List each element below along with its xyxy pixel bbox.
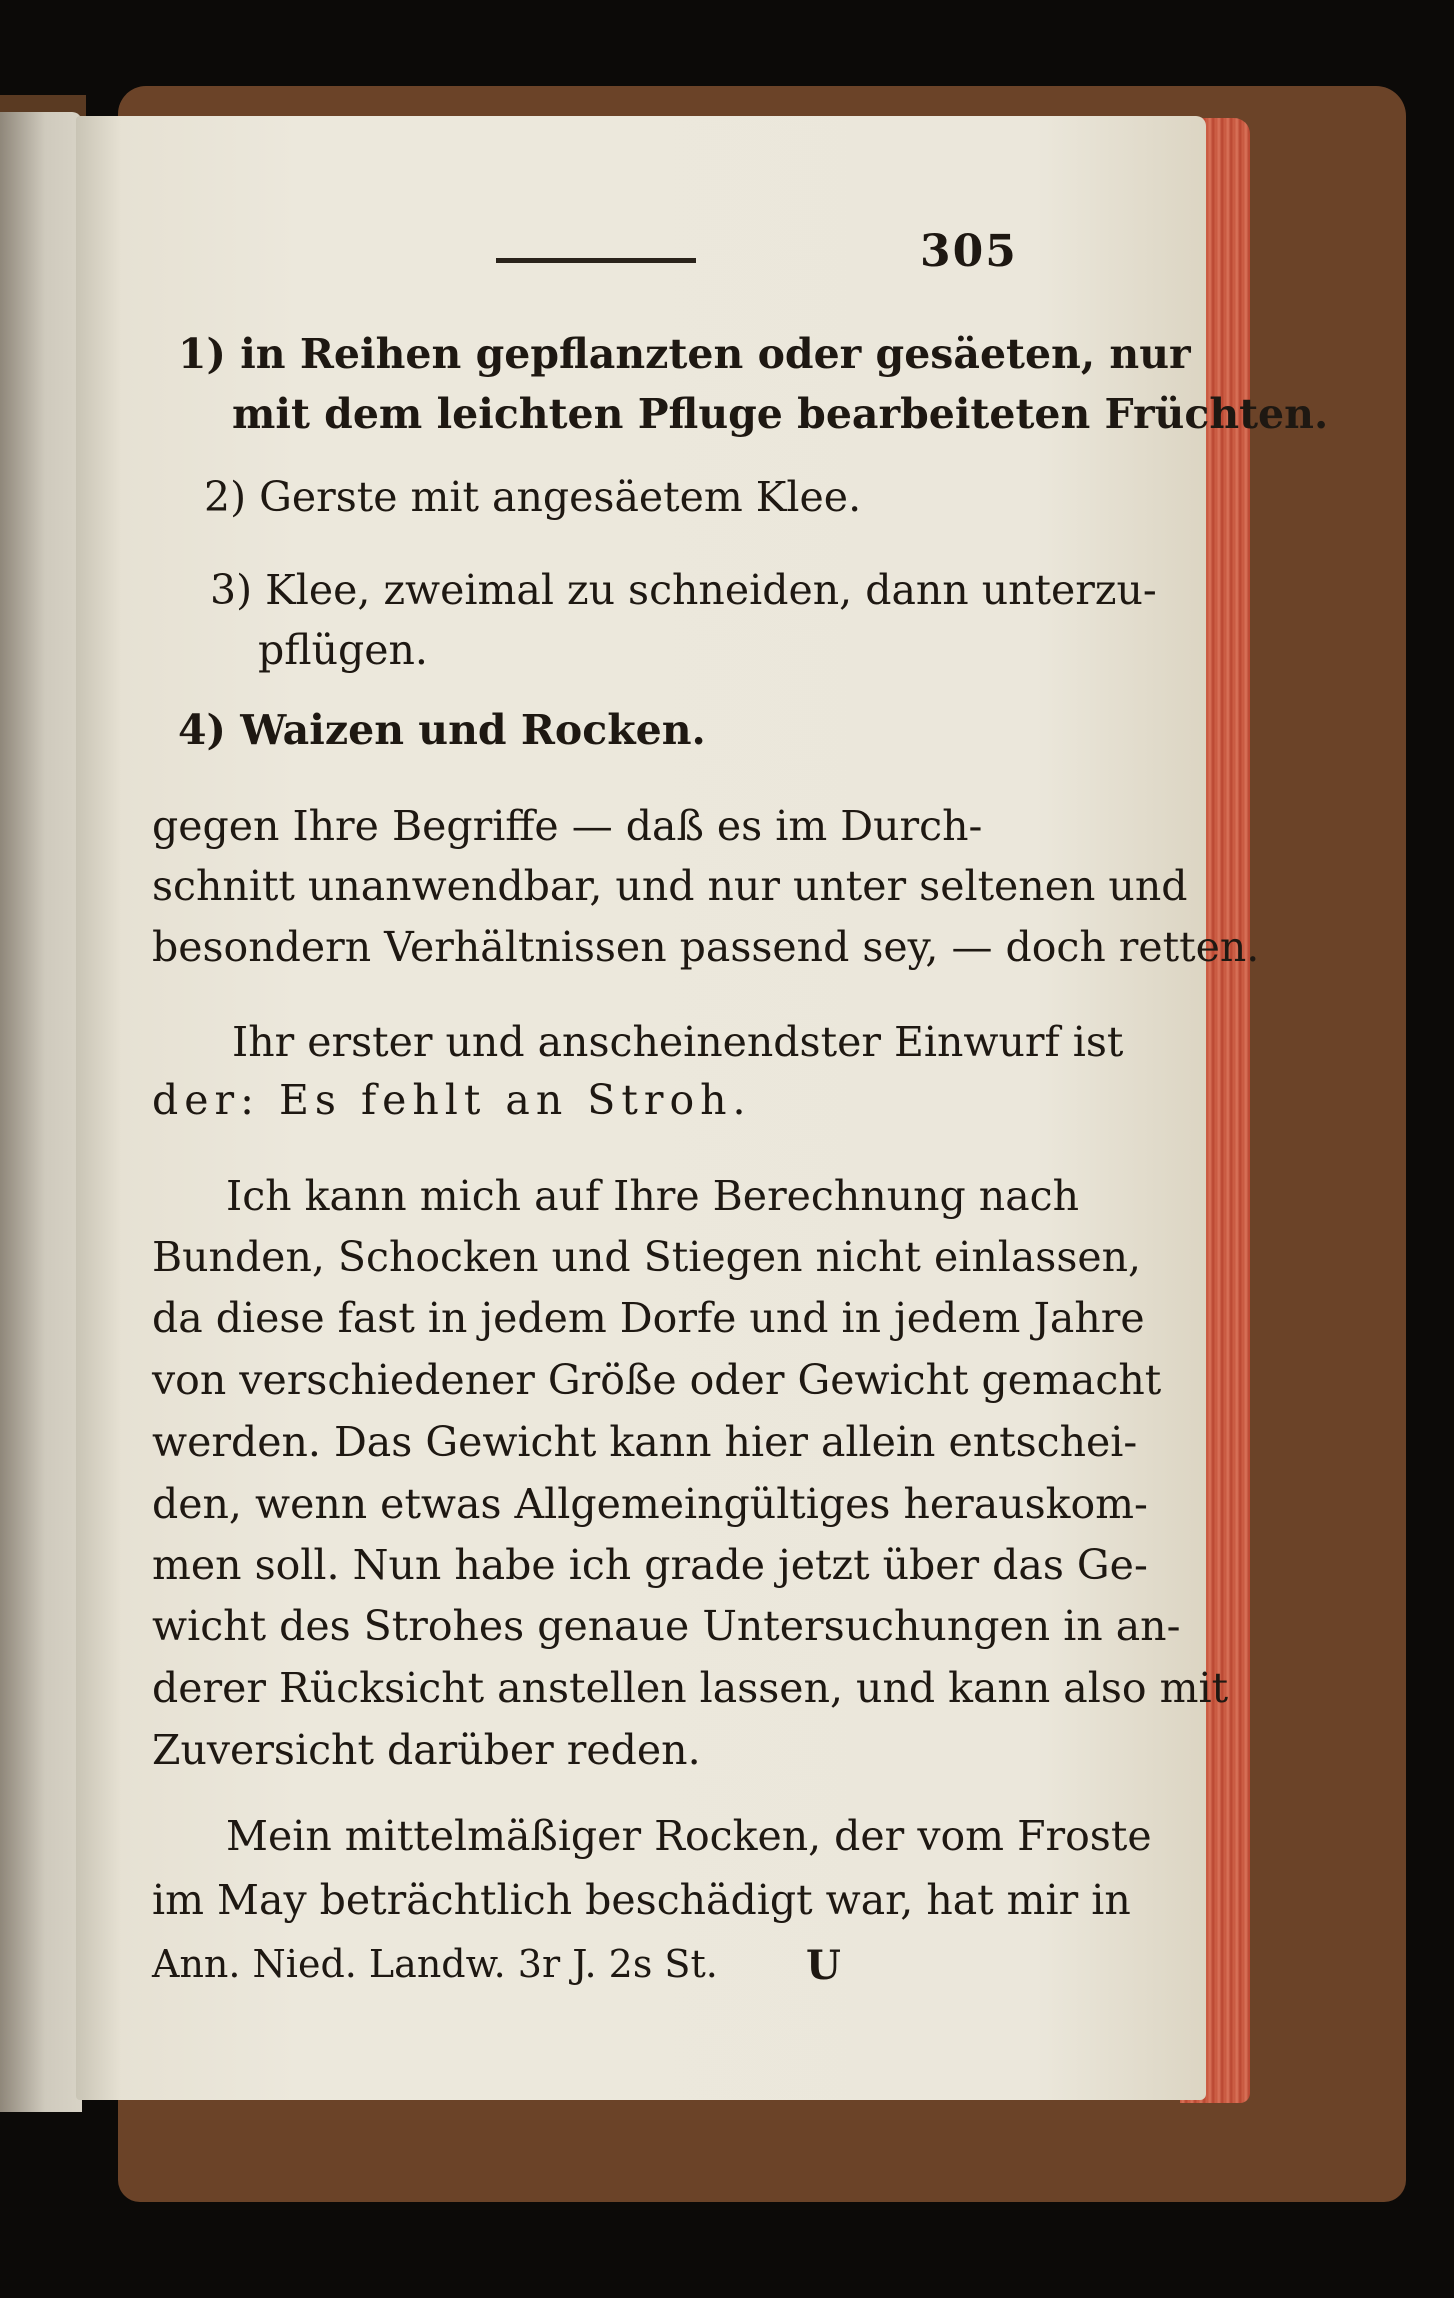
text-line: besondern Verhältnissen passend sey, — doch retten. (152, 923, 1260, 971)
header-rule (496, 258, 696, 263)
text-line: den, wenn etwas Allgemeingültiges herauskom- (152, 1480, 1148, 1528)
text-line: Bunden, Schocken und Stiegen nicht einlassen, (152, 1233, 1142, 1281)
text-line: 4) Waizen und Rocken. (178, 706, 706, 754)
text-line: Ich kann mich auf Ihre Berechnung nach (226, 1172, 1080, 1220)
text-line: 1) in Reihen gepflanzten oder gesäeten, nur (178, 330, 1191, 378)
page-number: 305 (920, 226, 1018, 277)
signature-mark: U (806, 1942, 841, 1989)
text-line: Zuversicht darüber reden. (152, 1726, 701, 1774)
left-page-edge (0, 112, 82, 2112)
text-line: schnitt unanwendbar, und nur unter seltenen und (152, 862, 1188, 910)
text-line: werden. Das Gewicht kann hier allein entschei- (152, 1418, 1138, 1466)
text-line: von verschiedener Größe oder Gewicht gemacht (152, 1356, 1162, 1404)
text-line: derer Rücksicht anstellen lassen, und kann also mit (152, 1664, 1229, 1712)
text-line: 2) Gerste mit angesäetem Klee. (204, 473, 862, 521)
text-line: mit dem leichten Pfluge bearbeiteten Früchten. (232, 390, 1329, 438)
text-line: der: Es fehlt an Stroh. (152, 1076, 752, 1124)
text-line: da diese fast in jedem Dorfe und in jedem Jahre (152, 1294, 1145, 1342)
text-line: gegen Ihre Begriffe — daß es im Durch- (152, 802, 983, 850)
text-line: 3) Klee, zweimal zu schneiden, dann unterzu- (210, 566, 1157, 614)
text-line: Mein mittelmäßiger Rocken, der vom Froste (226, 1812, 1152, 1860)
text-line: men soll. Nun habe ich grade jetzt über das Ge- (152, 1541, 1148, 1589)
text-line: Ihr erster und anscheinendster Einwurf ist (232, 1018, 1124, 1066)
text-line: wicht des Strohes genaue Untersuchungen in an- (152, 1602, 1181, 1650)
footer-citation: Ann. Nied. Landw. 3r J. 2s St. (152, 1942, 718, 1986)
text-line: im May beträchtlich beschädigt war, hat mir in (152, 1876, 1131, 1924)
text-line: pflügen. (258, 626, 428, 674)
